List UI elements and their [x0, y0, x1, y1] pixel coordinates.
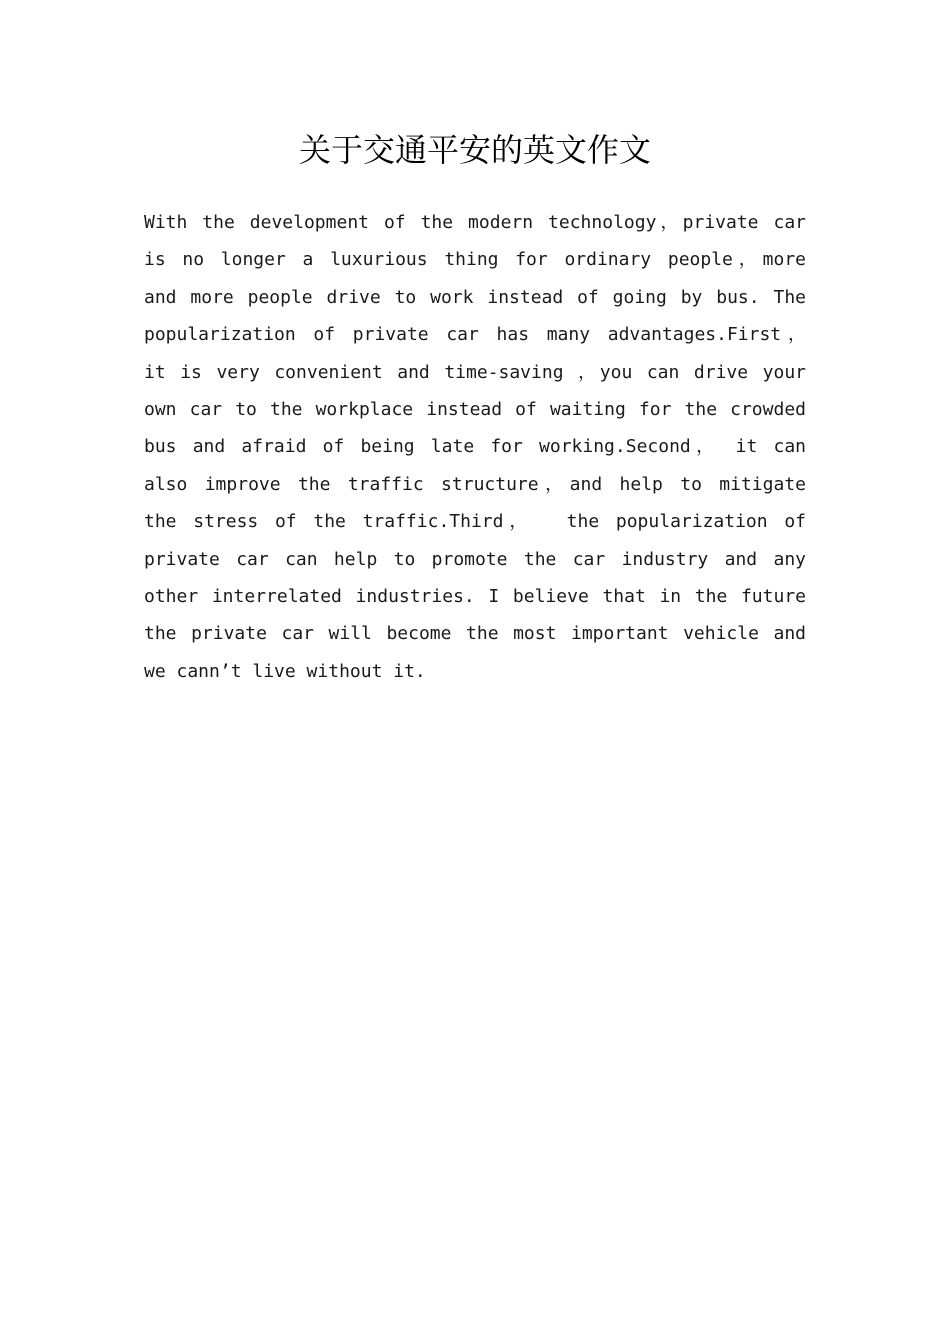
essay-line: private car can help to promote the car industry and any [144, 548, 806, 570]
essay-line: the private car will become the most important vehicle and [144, 623, 806, 645]
essay-line: bus and afraid of being late for working.Second， it can [144, 436, 806, 458]
essay-line: also improve the traffic structure，and help to mitigate [144, 473, 806, 495]
essay-line: it is very convenient and time-saving ，you can drive your [144, 361, 806, 383]
essay-line: we cann’t live without it. [144, 660, 426, 682]
essay-line: With the development of the modern technology，private car [144, 212, 806, 233]
essay-line: popularization of private car has many advantages.First， [144, 324, 806, 346]
essay-line: is no longer a luxurious thing for ordinary people，more [144, 249, 806, 271]
document-title: 关于交通平安的英文作文 [298, 131, 651, 169]
essay-line: own car to the workplace instead of waiting for the crowded [144, 398, 806, 420]
essay-body [144, 204, 806, 690]
essay-line: other interrelated industries. I believe that in the future [144, 585, 806, 607]
essay-line: and more people drive to work instead of going by bus. The [144, 286, 806, 308]
essay-line: the stress of the traffic.Third， the popularization of [144, 511, 806, 533]
